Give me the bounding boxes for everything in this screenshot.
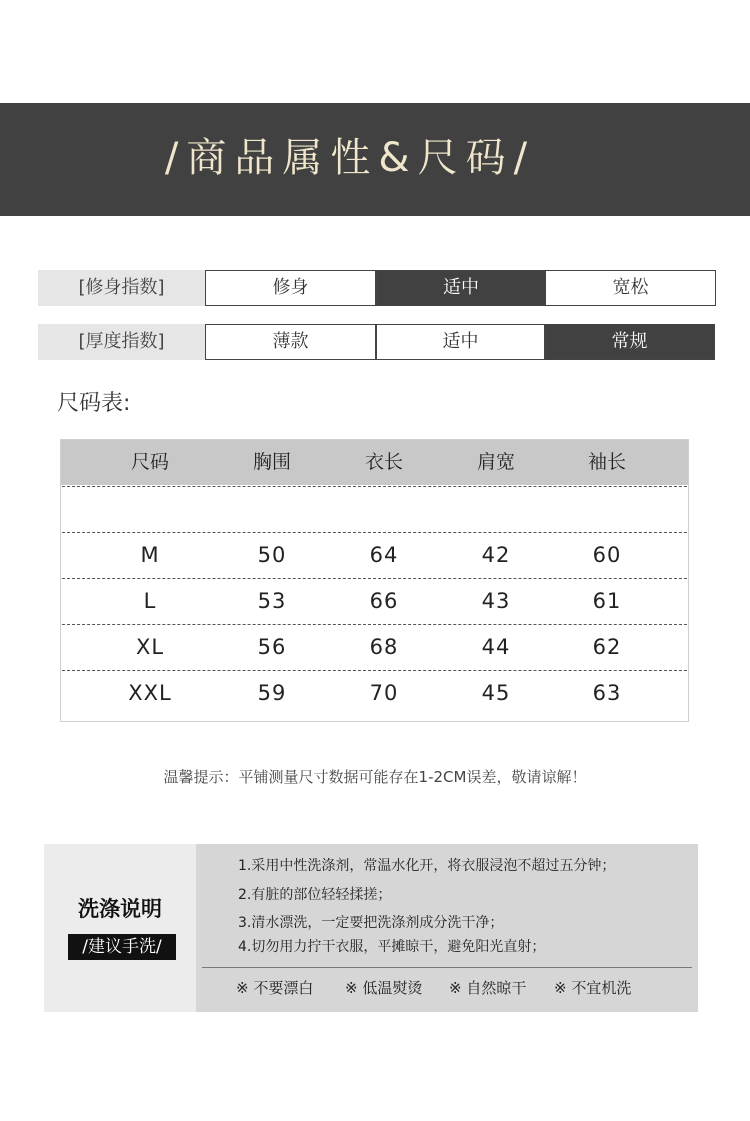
washing-steps-panel [196,844,698,1012]
table-row [62,532,687,578]
table-row [62,670,687,716]
care-note-no-machine: ※ 不宜机洗 [554,979,632,997]
chest-cell: 59 [257,681,287,705]
size-cell: XL [135,635,165,659]
sleeve-cell: 62 [592,635,622,659]
washing-title: 洗涤说明 [78,897,162,921]
thickness-index-label: [厚度指数] [38,324,205,360]
fit-option-slim: 修身 [205,270,376,306]
length-cell: 66 [369,589,399,613]
size-cell: M [140,543,160,567]
length-cell: 70 [369,681,399,705]
washing-step: 3.清水漂洗，一定要把洗涤剂成分洗干净； [238,915,504,931]
table-row [62,578,687,624]
header-size: 尺码 [130,451,169,473]
shoulder-cell: 44 [481,635,511,659]
care-note-no-bleach: ※ 不要漂白 [236,979,314,997]
shoulder-cell: 45 [481,681,511,705]
table-row [62,624,687,670]
washing-divider [202,967,692,968]
sleeve-cell: 60 [592,543,622,567]
header-shoulder: 肩宽 [476,451,515,473]
length-cell: 64 [369,543,399,567]
washing-instructions [44,844,698,1012]
chest-cell: 56 [257,635,287,659]
washing-title-panel [44,844,196,1012]
measurement-tip: 温馨提示：平铺测量尺寸数据可能存在1-2CM误差，敬请谅解！ [163,768,587,786]
washing-step: 4.切勿用力拧干衣服，平摊晾干，避免阳光直射； [238,939,546,955]
header-chest: 胸围 [252,451,291,473]
header-length: 衣长 [364,451,403,473]
chest-cell: 53 [257,589,287,613]
thickness-option-medium: 适中 [376,324,545,360]
chest-cell: 50 [257,543,287,567]
size-table-header [61,440,688,485]
fit-index-label: [修身指数] [38,270,205,306]
banner-title: /商品属性&尺码/ [164,135,536,181]
length-cell: 68 [369,635,399,659]
shoulder-cell: 43 [481,589,511,613]
size-chart-heading: 尺码表: [57,391,131,416]
size-cell: XXL [128,681,172,705]
fit-option-medium: 适中 [376,270,546,306]
size-cell: L [143,589,157,613]
fit-option-loose: 宽松 [545,270,716,306]
washing-step: 1.采用中性洗涤剂，常温水化开，将衣服浸泡不超过五分钟； [238,858,616,874]
thickness-option-thin: 薄款 [205,324,376,360]
thickness-option-regular: 常规 [544,324,715,360]
size-table [60,439,689,722]
header-sleeve: 袖长 [587,451,626,473]
care-note-low-iron: ※ 低温熨烫 [345,979,423,997]
care-note-air-dry: ※ 自然晾干 [449,979,527,997]
sleeve-cell: 61 [592,589,622,613]
sleeve-cell: 63 [592,681,622,705]
table-spacer-row [62,486,687,532]
shoulder-cell: 42 [481,543,511,567]
washing-subtitle: /建议手洗/ [68,934,176,960]
washing-step: 2.有脏的部位轻轻揉搓； [238,887,392,903]
